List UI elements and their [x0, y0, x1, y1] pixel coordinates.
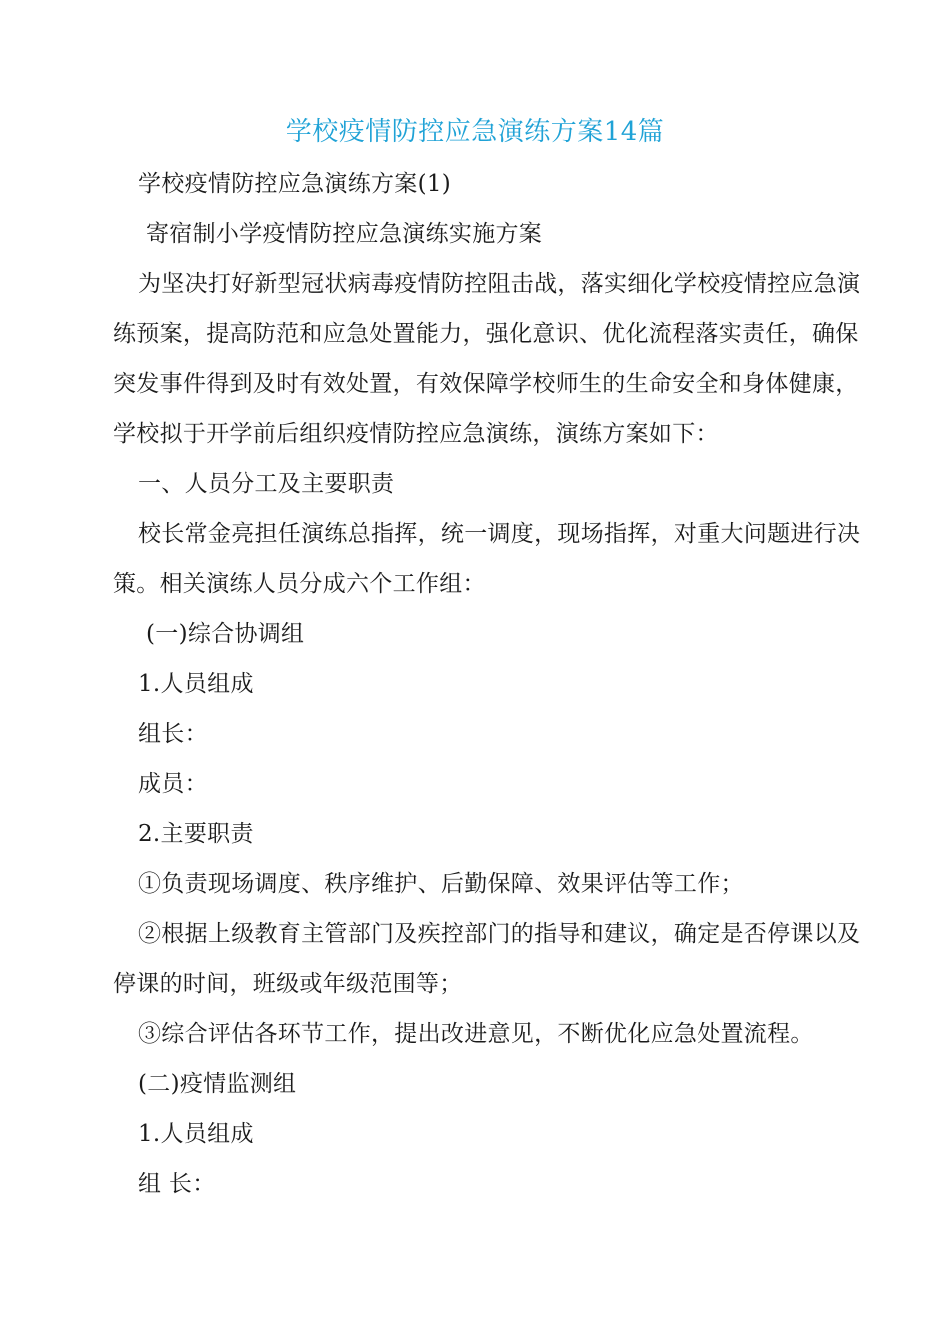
- group1-duty-2-line-1: ②根据上级教育主管部门及疾控部门的指导和建议，确定是否停课以及: [138, 921, 861, 947]
- group1-leader: 组长：: [138, 721, 208, 747]
- group1-heading: (一)综合协调组: [146, 621, 305, 647]
- group1-members: 成员：: [138, 771, 208, 797]
- intro-line-3: 突发事件得到及时有效处置，有效保障学校师生的生命安全和身体健康，: [113, 371, 859, 397]
- intro-line-2: 练预案，提高防范和应急处置能力，强化意识、优化流程落实责任，确保: [113, 321, 859, 347]
- subtitle: 学校疫情防控应急演练方案(1): [138, 171, 452, 197]
- group1-duty-3: ③综合评估各环节工作，提出改进意见，不断优化应急处置流程。: [138, 1021, 814, 1047]
- group1-duty-2-line-2: 停课的时间，班级或年级范围等；: [113, 971, 463, 997]
- group2-leader: 组 长：: [138, 1171, 216, 1197]
- plan-title: 寄宿制小学疫情防控应急演练实施方案: [146, 221, 543, 247]
- group1-members-heading: 1.人员组成: [138, 671, 254, 697]
- group1-duty-1: ①负责现场调度、秩序维护、后勤保障、效果评估等工作；: [138, 871, 744, 897]
- group1-duties-heading: 2.主要职责: [138, 821, 254, 847]
- group2-heading: (二)疫情监测组: [138, 1071, 297, 1097]
- section-heading-1: 一、人员分工及主要职责: [138, 471, 395, 497]
- commander-line-2: 策。相关演练人员分成六个工作组：: [113, 571, 486, 597]
- intro-line-1: 为坚决打好新型冠状病毒疫情防控阻击战，落实细化学校疫情控应急演: [138, 271, 861, 297]
- commander-line-1: 校长常金亮担任演练总指挥，统一调度，现场指挥，对重大问题进行决: [138, 521, 861, 547]
- group2-members-heading: 1.人员组成: [138, 1121, 254, 1147]
- intro-line-4: 学校拟于开学前后组织疫情防控应急演练，演练方案如下：: [113, 421, 719, 447]
- document-title: 学校疫情防控应急演练方案14篇: [285, 117, 665, 147]
